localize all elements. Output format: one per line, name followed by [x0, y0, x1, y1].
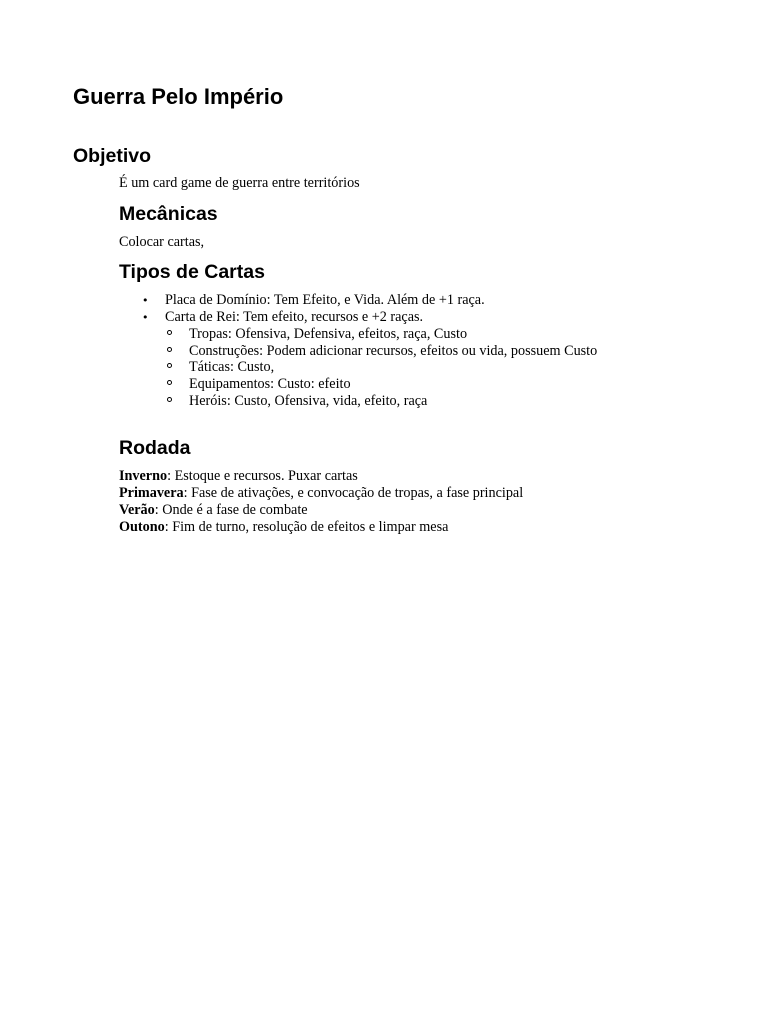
sub-list-item: Tropas: Ofensiva, Defensiva, efeitos, raça, Custo [189, 326, 468, 342]
document-title: Guerra Pelo Império [73, 84, 284, 109]
phase-desc: : Fase de ativações, e convocação de tropas, a fase principal [183, 485, 524, 501]
heading-tipos-de-cartas: Tipos de Cartas [119, 261, 265, 283]
circle-bullet-icon [167, 397, 172, 402]
heading-rodada: Rodada [119, 437, 191, 459]
phase-line [119, 502, 308, 519]
sub-list-item: Heróis: Custo, Ofensiva, vida, efeito, raça [189, 393, 428, 409]
phase-line [119, 519, 448, 536]
mecanicas-text: Colocar cartas, [119, 234, 205, 250]
phase-line [119, 468, 358, 485]
bullet-icon: • [142, 294, 149, 307]
sub-list-item: Equipamentos: Custo: efeito [189, 376, 351, 392]
objetivo-text: É um card game de guerra entre territórios [119, 175, 360, 191]
phase-name: Outono [119, 519, 165, 535]
list-item: Placa de Domínio: Tem Efeito, e Vida. Além de +1 raça. [165, 292, 485, 308]
phase-name: Primavera [119, 485, 184, 501]
sub-list-item: Construções: Podem adicionar recursos, efeitos ou vida, possuem Custo [189, 343, 598, 359]
circle-bullet-icon [167, 380, 172, 385]
phase-desc: : Fim de turno, resolução de efeitos e limpar mesa [164, 519, 449, 535]
circle-bullet-icon [167, 330, 172, 335]
list-item: Carta de Rei: Tem efeito, recursos e +2 raças. [165, 309, 424, 325]
bullet-icon: • [142, 311, 149, 324]
circle-bullet-icon [167, 363, 172, 368]
phase-name: Verão [119, 502, 155, 518]
heading-mecanicas: Mecânicas [119, 203, 218, 225]
phase-name: Inverno [119, 468, 168, 484]
phase-line [119, 485, 523, 502]
heading-objetivo: Objetivo [73, 145, 152, 167]
sub-list-item: Táticas: Custo, [189, 359, 275, 375]
phase-desc: : Onde é a fase de combate [154, 502, 308, 518]
phase-desc: : Estoque e recursos. Puxar cartas [167, 468, 358, 484]
circle-bullet-icon [167, 347, 172, 352]
